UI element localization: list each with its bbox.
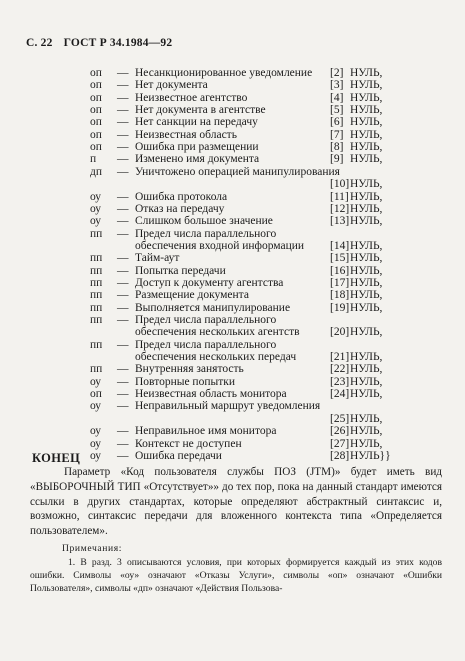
entry-code: оп: [90, 128, 102, 141]
entry-dash: —: [117, 338, 129, 351]
entry-code: оп: [90, 116, 102, 129]
entry-code: оу: [90, 375, 102, 388]
entry-description: Ошибка при размещении: [135, 141, 259, 154]
entry-value: НУЛЬ,: [350, 425, 383, 438]
entry-code: оп: [90, 141, 102, 154]
entry-code: оп: [90, 67, 102, 79]
entry-description: Неизвестная область монитора: [135, 388, 287, 401]
entry-code: оу: [90, 449, 102, 462]
entry-description: Неизвестное агентство: [135, 91, 248, 104]
entry-code: пп: [90, 314, 103, 326]
entry-description: Выполняется манипулирование: [135, 301, 291, 314]
entry-code: пп: [90, 264, 103, 277]
notes-block: [30, 556, 442, 595]
entry-number: [3]: [330, 79, 344, 92]
entry-code: п: [90, 153, 97, 166]
entry-description: Отказ на передачу: [135, 202, 225, 215]
entry-number: [2]: [330, 67, 344, 79]
entry-value: НУЛЬ,: [350, 351, 383, 364]
entry-dash: —: [117, 301, 129, 314]
entry-description: Неизвестная область: [135, 128, 237, 141]
entry-dash: —: [117, 128, 129, 141]
entry-description: Слишком большое значение: [135, 215, 273, 228]
entry-number: [25]: [330, 412, 350, 425]
entry-code: пп: [90, 363, 103, 376]
entry-number: [14]: [330, 239, 350, 252]
entry-number: [24]: [330, 388, 350, 401]
entry-number: [21]: [330, 351, 350, 364]
entry-number: [28]: [330, 449, 350, 462]
entry-description: Несанкционированное уведомление: [135, 67, 313, 79]
end-keyword: КОНЕЦ: [32, 451, 81, 465]
entry-dash: —: [117, 437, 129, 450]
entry-number: [15]: [330, 252, 350, 265]
entry-number: [5]: [330, 104, 344, 117]
entry-value: НУЛЬ,: [350, 153, 383, 166]
entry-code: пп: [90, 276, 103, 289]
entry-number: [22]: [330, 363, 350, 376]
entry-code: оу: [90, 215, 102, 228]
entry-description: обеспечения нескольких передач: [135, 351, 297, 364]
entry-dash: —: [117, 276, 129, 289]
standard-code: ГОСТ Р 34.1984—92: [63, 37, 173, 49]
entry-description: Предел числа параллельного: [135, 338, 277, 351]
entry-description: Попытка передачи: [135, 264, 226, 277]
entry-number: [7]: [330, 128, 344, 141]
entry-code: дп: [90, 165, 103, 178]
entry-code: оу: [90, 202, 102, 215]
entry-dash: —: [117, 375, 129, 388]
entry-description: обеспечения входной информации: [135, 239, 305, 252]
entry-code: оу: [90, 425, 102, 438]
entry-code: пп: [90, 289, 103, 302]
entry-code: пп: [90, 301, 103, 314]
entry-number: [9]: [330, 153, 344, 166]
entry-code: оу: [90, 400, 102, 413]
entry-value: НУЛЬ,: [350, 437, 383, 450]
entry-description: Тайм-аут: [135, 252, 180, 265]
entry-dash: —: [117, 141, 129, 154]
entry-dash: —: [117, 289, 129, 302]
entry-code: оп: [90, 388, 102, 401]
entry-description: Внутренняя занятость: [135, 363, 244, 376]
entry-value: НУЛЬ,: [350, 276, 383, 289]
entry-description: Ошибка передачи: [135, 449, 222, 462]
entry-number: [19]: [330, 301, 350, 314]
entry-value: НУЛЬ,: [350, 116, 383, 129]
entry-value: НУЛЬ,: [350, 264, 383, 277]
entry-code: оп: [90, 104, 102, 117]
entry-description: Доступ к документу агентства: [135, 276, 284, 289]
entry-value: НУЛЬ,: [350, 104, 383, 117]
entry-dash: —: [117, 388, 129, 401]
body-paragraph: [30, 465, 442, 539]
entry-dash: —: [117, 91, 129, 104]
entry-value: НУЛЬ,: [350, 190, 383, 203]
entry-description: Неправильное имя монитора: [135, 425, 277, 438]
paragraph-text: Параметр «Код пользователя службы ПОЗ (JTM)» будет иметь вид «ВЫБОРОЧНЫЙ ТИП «Отсутствует»» до тех пор, пока на данный стандарт имеются ссылки в других стандартах, которые определяют абстрактный синтаксис и, возможно, синтаксис передачи для вложенного контекста типа «Определяется пользователем».: [30, 466, 442, 538]
entry-number: [4]: [330, 91, 344, 104]
entry-code: пп: [90, 252, 103, 265]
entry-dash: —: [117, 449, 129, 462]
entry-dash: —: [117, 116, 129, 129]
entry-dash: —: [117, 202, 129, 215]
entry-value: НУЛЬ,: [350, 141, 383, 154]
entry-number: [11]: [330, 190, 349, 203]
entry-value: НУЛЬ,: [350, 289, 383, 302]
entry-number: [16]: [330, 264, 350, 277]
entry-description: Нет документа в агентстве: [135, 104, 266, 117]
entry-value: НУЛЬ,: [350, 178, 383, 191]
entry-number: [20]: [330, 326, 350, 339]
entry-description: Предел числа параллельного: [135, 227, 277, 240]
entry-code: оп: [90, 79, 102, 92]
entry-number: [27]: [330, 437, 350, 450]
entry-description: Изменено имя документа: [135, 153, 260, 166]
entry-value: НУЛЬ,: [350, 375, 383, 388]
entry-code: пп: [90, 338, 103, 351]
entry-description: Контекст не доступен: [135, 437, 242, 450]
entry-description: Нет документа: [135, 79, 208, 92]
entry-value: НУЛЬ,: [350, 202, 383, 215]
entry-description: Неправильный маршрут уведомления: [135, 400, 321, 413]
entry-dash: —: [117, 264, 129, 277]
entry-number: [8]: [330, 141, 344, 154]
entry-value: НУЛЬ,: [350, 412, 383, 425]
entry-dash: —: [117, 425, 129, 438]
entry-dash: —: [117, 190, 129, 203]
entry-value: НУЛЬ,: [350, 363, 383, 376]
entry-code: оу: [90, 190, 102, 203]
entry-value: НУЛЬ,: [350, 215, 383, 228]
entry-value: НУЛЬ,: [350, 252, 383, 265]
entry-number: [6]: [330, 116, 344, 129]
entry-description: Ошибка протокола: [135, 190, 228, 203]
page-number: С. 22: [26, 37, 53, 49]
entry-code: оу: [90, 437, 102, 450]
entry-dash: —: [117, 79, 129, 92]
entry-description: Уничтожено операцией манипулирования: [135, 165, 340, 178]
entry-number: [12]: [330, 202, 350, 215]
entry-number: [26]: [330, 425, 350, 438]
entry-value: НУЛЬ,: [350, 326, 383, 339]
entry-number: [10]: [330, 178, 350, 191]
entry-dash: —: [117, 165, 129, 178]
entry-value: НУЛЬ,: [350, 67, 383, 79]
notes-title: Примечания:: [62, 543, 122, 554]
entry-number: [23]: [330, 375, 350, 388]
entry-number: [17]: [330, 276, 350, 289]
entry-description: Размещение документа: [135, 289, 249, 302]
entry-dash: —: [117, 400, 129, 413]
entry-description: Повторные попытки: [135, 375, 235, 388]
entry-value: НУЛЬ,: [350, 301, 383, 314]
entry-code: оп: [90, 91, 102, 104]
entry-dash: —: [117, 215, 129, 228]
entry-dash: —: [117, 67, 129, 79]
entry-value: НУЛЬ,: [350, 128, 383, 141]
entry-number: [13]: [330, 215, 350, 228]
entry-dash: —: [117, 314, 129, 326]
entry-description: обеспечения нескольких агентств: [135, 326, 300, 339]
entry-dash: —: [117, 252, 129, 265]
entry-dash: —: [117, 153, 129, 166]
entry-value: НУЛЬ,: [350, 388, 383, 401]
entry-value: НУЛЬ}}: [350, 449, 391, 462]
entry-dash: —: [117, 104, 129, 117]
entry-dash: —: [117, 363, 129, 376]
entry-number: [18]: [330, 289, 350, 302]
entry-description: Предел числа параллельного: [135, 314, 277, 326]
entry-value: НУЛЬ,: [350, 91, 383, 104]
entry-value: НУЛЬ,: [350, 239, 383, 252]
notes-text: 1. В разд. 3 описываются условия, при которых формируется каждый из этих кодов ошибки. Символы «оу» означают «Отказы Услуги», символы «оп» означают «Ошибки Пользователя», символы «дп» означают «Действия Пользова-: [30, 557, 442, 594]
entry-description: Нет санкции на передачу: [135, 116, 258, 129]
entry-code: пп: [90, 227, 103, 240]
page-header: [26, 37, 180, 49]
entry-dash: —: [117, 227, 129, 240]
entry-value: НУЛЬ,: [350, 79, 383, 92]
